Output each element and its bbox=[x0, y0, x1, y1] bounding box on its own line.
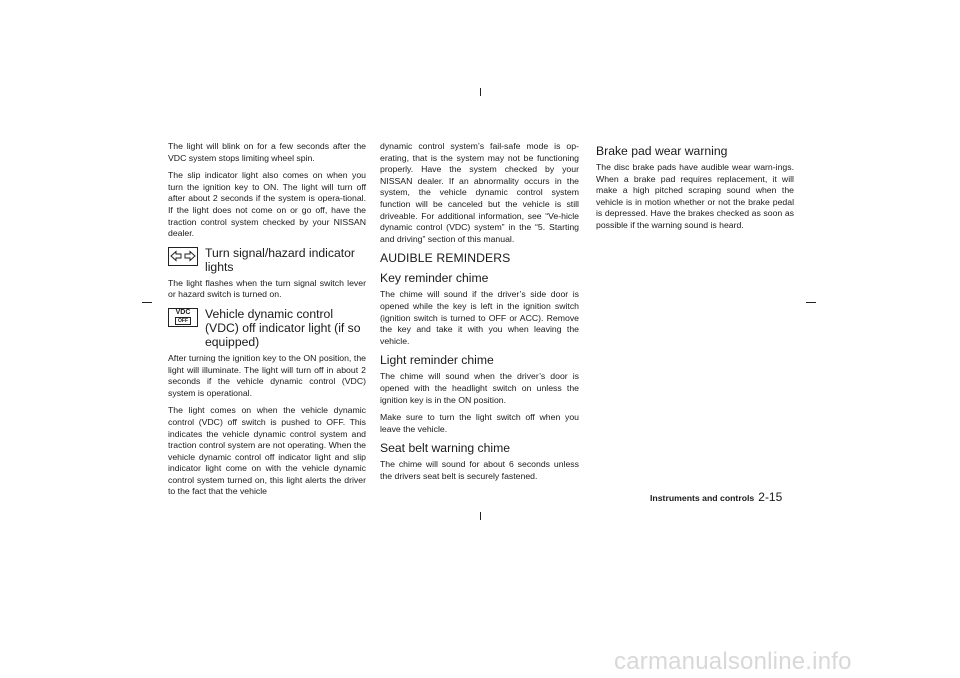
paragraph: After turning the ignition key to the ON position, the light will illuminate. The light will turn off in about 2 seconds if the vehicle dynamic control (VDC) system is operational. bbox=[168, 352, 366, 398]
watermark: carmanualsonline.info bbox=[614, 648, 852, 675]
column-2 bbox=[380, 141, 579, 488]
turn-signal-heading: Turn signal/hazard indicator lights bbox=[205, 245, 355, 274]
audible-reminders-heading: AUDIBLE REMINDERS bbox=[380, 251, 511, 266]
paragraph: The light comes on when the vehicle dynamic control (VDC) off switch is pushed to OFF. This indicates the vehicle dynamic control system and traction control system are not operating. When the vehicle dynamic control off indicator light and slip indicator light come on with the vehicle dynamic control system turned on, this light alerts the driver to the fact that the vehicle bbox=[168, 405, 366, 497]
paragraph: The chime will sound for about 6 seconds unless the drivers seat belt is securely fastened. bbox=[380, 459, 579, 481]
vdc-icon-label: VDC bbox=[175, 309, 191, 317]
paragraph: Make sure to turn the light switch off when you leave the vehicle. bbox=[380, 412, 579, 434]
page-number: 2-15 bbox=[758, 490, 783, 504]
seat-belt-heading: Seat belt warning chime bbox=[380, 441, 511, 456]
paragraph: The light will blink on for a few seconds after the VDC system stops limiting wheel spin. bbox=[168, 141, 366, 163]
key-reminder-heading: Key reminder chime bbox=[380, 271, 489, 286]
vdc-section-heading bbox=[168, 307, 366, 349]
paragraph: The light flashes when the turn signal switch lever or hazard switch is turned on. bbox=[168, 277, 366, 300]
crop-mark-left bbox=[142, 302, 152, 303]
brake-pad-heading: Brake pad wear warning bbox=[596, 144, 728, 158]
paragraph: The chime will sound if the driver’s side door is opened while the key is left in the ignition switch (ignition switch is turned to OFF or ACC). Remove the key and take it with you when leaving the vehicle. bbox=[380, 289, 579, 346]
section-name: Instruments and controls bbox=[650, 493, 755, 503]
vdc-off-icon bbox=[168, 308, 198, 327]
paragraph: The disc brake pads have audible wear warn-ings. When a brake pad requires replacement, it will make a high pitched scraping sound when the vehicle is in motion whether or not the brake pedal is depressed. Have the brakes checked as soon as possible if the warning sound is heard. bbox=[596, 162, 794, 230]
crop-mark-top bbox=[480, 88, 481, 96]
crop-mark-bottom bbox=[480, 512, 481, 520]
column-3 bbox=[596, 141, 794, 238]
turn-signal-section-heading bbox=[168, 246, 366, 274]
paragraph: The slip indicator light also comes on when you turn the ignition key to ON. The light will turn off after about 2 seconds if the system is opera-tional. If the light does not come on or go off, have the traction control system checked by your NISSAN dealer. bbox=[168, 170, 366, 239]
page-footer bbox=[650, 490, 782, 504]
paragraph: dynamic control system’s fail-safe mode is op-erating, that is the system may not be functioning properly. Have the system checked by your NISSAN dealer. If an abnormality occurs in the system, the vehicle dynamic control system function will be canceled but the vehicle is still driveable. For additional information, see “Ve-hicle dynamic control (VDC) system” in the “5. Starting and driving” section of this manual. bbox=[380, 141, 579, 244]
paragraph: The chime will sound when the driver’s door is opened with the headlight switch on unless the ignition key is in the ON position. bbox=[380, 371, 579, 405]
vdc-icon-off-label: OFF bbox=[175, 317, 191, 325]
vdc-heading: Vehicle dynamic control (VDC) off indicator light (if so equipped) bbox=[205, 306, 361, 349]
light-reminder-heading: Light reminder chime bbox=[380, 353, 494, 368]
turn-signal-arrows-icon bbox=[168, 247, 198, 266]
column-1 bbox=[168, 141, 366, 504]
crop-mark-right bbox=[806, 302, 816, 303]
